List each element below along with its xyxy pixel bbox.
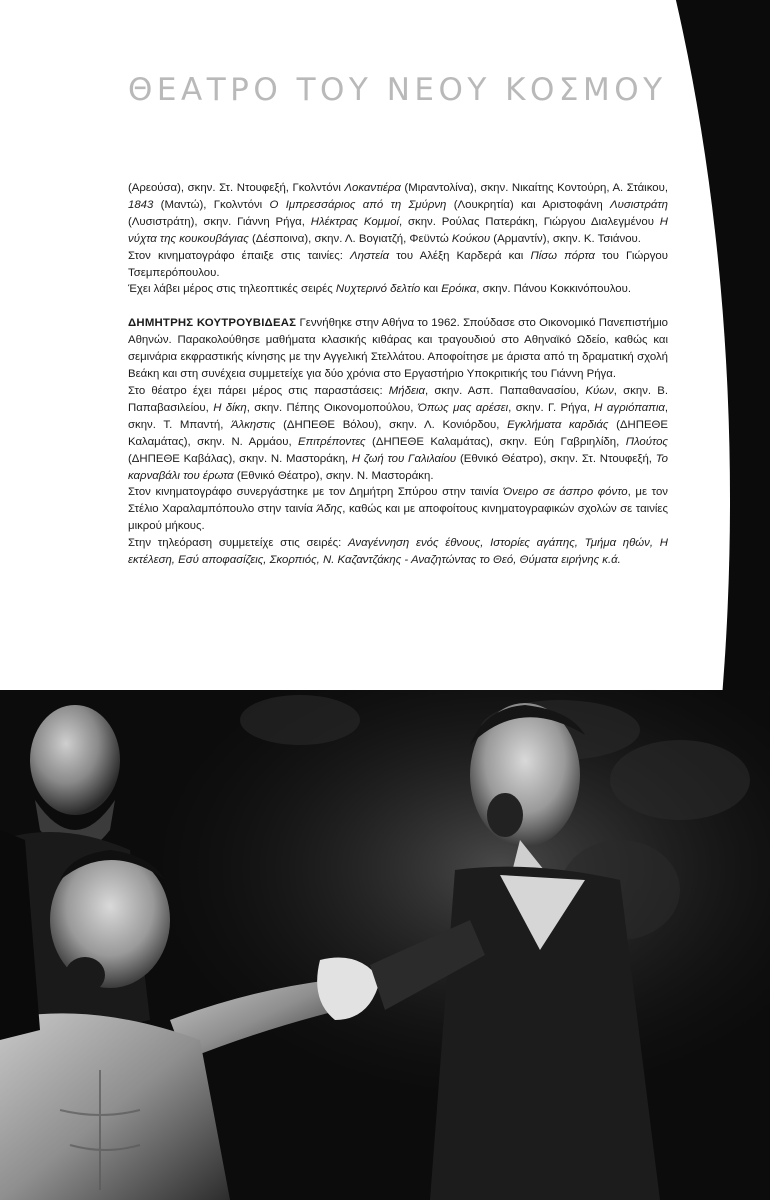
- text-run: , σκην. Ασπ. Παπαθανασίου,: [424, 384, 586, 397]
- text-run: Στο θέατρο έχει πάρει μέρος στις παραστάσεις:: [128, 384, 389, 397]
- text-run: , σκην. Β. Παπαβασιλείου,: [128, 384, 668, 414]
- text-run: , σκην. Ρούλας Πατεράκη, Γιώργου Διαλεγμένου: [399, 215, 660, 228]
- bio2-paragraph-4: [128, 535, 668, 569]
- text-run: , καθώς και με αποφοίτους κινηματογραφικών σχολών σε ταινίες μικρού μήκους.: [128, 503, 668, 533]
- page-sheet-edge: [0, 0, 110, 700]
- text-run: (Αρεούσα), σκην. Στ. Ντουφεξή, Γκολντόνι: [128, 182, 345, 194]
- bio1-paragraph-1: [128, 180, 668, 248]
- text-run: (ΔΗΠΕΘΕ Καλαμάτας), σκην. Εύη Γαβριηλίδη,: [365, 435, 626, 448]
- text-run: του Γιώργου Τσεμπερόπουλου.: [128, 249, 668, 279]
- text-run: και: [420, 283, 442, 296]
- text-run: Άλκηστις: [231, 418, 276, 431]
- text-run: Λυσιστράτη: [610, 198, 668, 211]
- text-run: (Δέσποινα), σκην. Λ. Βογιατζή, Φεϋντώ: [248, 232, 452, 245]
- bio2-paragraph-3: [128, 484, 668, 535]
- text-run: (Μαντώ), Γκολντόνι: [153, 198, 270, 211]
- text-run: Ληστεία: [350, 249, 390, 262]
- bio1-paragraph-3: [128, 281, 668, 298]
- text-run: (Λυσιστράτη), σκην. Γιάννη Ρήγα,: [128, 215, 311, 228]
- text-run: Επιτρέποντες: [298, 435, 366, 448]
- bio2-name: ΔΗΜΗΤΡΗΣ ΚΟΥΤΡΟΥΒΙΔΕΑΣ: [128, 317, 297, 330]
- text-run: , σκην. Πάνου Κοκκινόπουλου.: [476, 283, 631, 296]
- text-run: Το καρναβάλι του έρωτα: [128, 452, 668, 482]
- text-run: του Αλέξη Καρδερά και: [389, 249, 531, 262]
- text-run: Η δίκη: [213, 401, 247, 414]
- text-run: Πλούτος: [625, 435, 668, 448]
- text-run: Πίσω πόρτα: [530, 249, 595, 262]
- text-run: (ΔΗΠΕΘΕ Καλαμάτας), σκην. Ν. Αρμάου,: [128, 418, 669, 448]
- text-run: Γεννήθηκε στην Αθήνα το 1962. Σπούδασε στο Οικονομικό Πανεπιστήμιο Αθηνών. Παρακολούθησε μαθήματα κλασικής κιθάρας και τραγουδιού στο Αθηναϊκό Ωδείο, καθώς και σεμινάρια εκφραστικής κίνησης με την Αγγελική Στελλάτου. Αποφοίτησε με άριστα από τη δραματική σχολή Βεάκη και στη συνέχεια συμμετείχε για δύο χρόνια στο Εργαστήριο Υποκριτικής του Γιάννη Ρήγα.: [128, 317, 668, 381]
- text-run: Άδης: [316, 503, 343, 516]
- text-run: Λοκαντιέρα: [344, 182, 401, 194]
- text-run: Όπως μας αρέσει: [417, 401, 509, 414]
- bio2-paragraph-2: [128, 383, 668, 484]
- text-run: (ΔΗΠΕΘΕ Καβάλας), σκην. Ν. Μαστοράκη,: [128, 452, 352, 465]
- text-run: Η ζωή του Γαλιλαίου: [351, 452, 457, 465]
- text-run: 1843: [128, 198, 154, 211]
- text-run: Η νύχτα της κουκουβάγιας: [128, 215, 668, 245]
- text-run: , με τον Στέλιο Χαραλαμπόπουλο στην ταινία: [128, 486, 668, 516]
- text-run: Κύων: [585, 384, 614, 397]
- text-run: (Αρμαντίν), σκην. Κ. Τσιάνου.: [490, 232, 641, 245]
- page-header-title: ΘΕΑΤΡΟ ΤΟΥ ΝΕΟΥ ΚΟΣΜΟΥ: [128, 72, 667, 108]
- text-run: Στην τηλεόραση συμμετείχε στις σειρές:: [128, 537, 349, 550]
- text-run: Εγκλήματα καρδιάς: [507, 418, 609, 431]
- text-run: Έχει λάβει μέρος στις τηλεοπτικές σειρές: [128, 283, 336, 296]
- stage-photo: [0, 690, 770, 1200]
- text-run: Κούκου: [451, 232, 491, 245]
- text-run: Νυχτερινό δελτίο: [335, 283, 421, 296]
- bio2-paragraph-1: [128, 315, 668, 383]
- text-run: Ηλέκτρας Κομμοί: [310, 215, 400, 228]
- text-run: , σκην. Γ. Ρήγα,: [508, 401, 595, 414]
- text-run: Στον κινηματογράφο συνεργάστηκε με τον Δημήτρη Σπύρου στην ταινία: [128, 486, 504, 499]
- bio-text-column: [128, 180, 668, 569]
- bio1-paragraph-2: [128, 248, 668, 282]
- stage-photo-illustration: [0, 690, 770, 1200]
- text-run: , σκην. Τ. Μπαντή,: [128, 401, 669, 431]
- text-run: Όνειρο σε άσπρο φόντο: [503, 486, 628, 499]
- text-run: (Εθνικό Θέατρο), σκην. Στ. Ντουφεξή,: [456, 452, 656, 465]
- text-run: Αναγέννηση ενός έθνους, Ιστορίες αγάπης, Τμήμα ηθών, Η εκτέλεση, Εσύ αποφασίζεις, Σκορπιός, Ν. Καζαντζάκης - Αναζητώντας το Θεό, Θύματα ειρήνης κ.ά.: [128, 537, 668, 567]
- text-run: , σκην. Πέπης Οικονομοπούλου,: [246, 401, 418, 414]
- text-run: (Λουκρητία) και Αριστοφάνη: [446, 198, 610, 211]
- text-run: Ερόικα: [441, 283, 477, 296]
- text-run: Μήδεια: [388, 384, 425, 397]
- text-run: (ΔΗΠΕΘΕ Βόλου), σκην. Λ. Κονιόρδου,: [275, 418, 508, 431]
- text-run: (Εθνικό Θέατρο), σκην. Ν. Μαστοράκη.: [233, 469, 434, 482]
- text-run: Η αγριόπαπια: [594, 401, 665, 414]
- text-run: Ο Ιμπρεσσάριος από τη Σμύρνη: [269, 198, 447, 211]
- text-run: Στον κινηματογράφο έπαιξε στις ταινίες:: [128, 249, 351, 262]
- text-run: (Μιραντολίνα), σκην. Νικαίτης Κοντούρη, Α. Στάικου,: [400, 182, 668, 194]
